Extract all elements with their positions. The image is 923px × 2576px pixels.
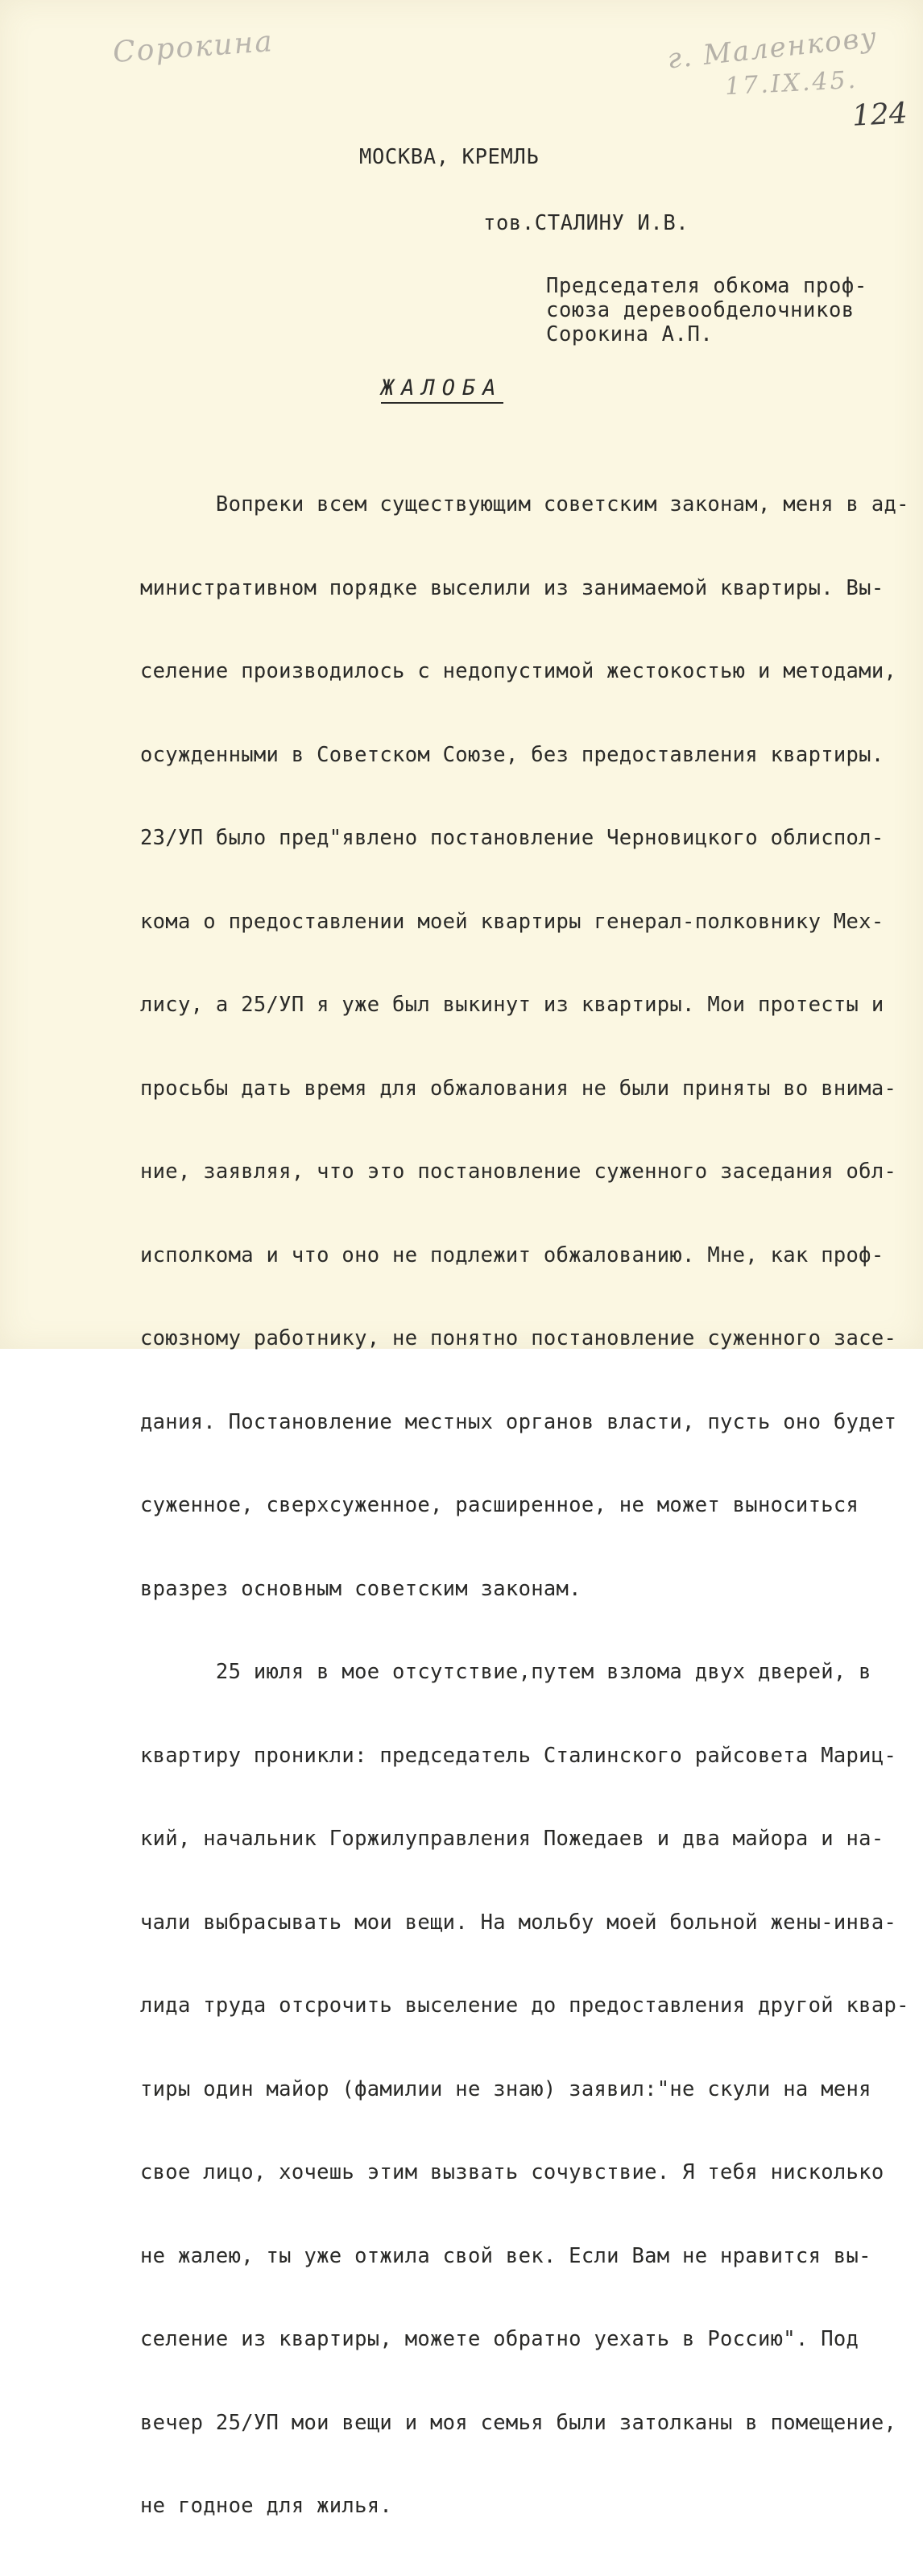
- body-line: Вопреки всем существующим советским законам, меня в ад-: [140, 492, 909, 516]
- document-title: ЖАЛОБА: [381, 375, 503, 404]
- body-line: лису, а 25/УП я уже был выкинут из квартиры. Мои протесты и: [140, 993, 884, 1017]
- body-line: 25 июля в мое отсутствие,путем взлома двух дверей, в: [140, 1660, 871, 1684]
- body-line: вразрез основным советским законам.: [140, 1576, 582, 1601]
- body-line: свое лицо, хочешь этим вызвать сочувствие. Я тебя нисколько: [140, 2160, 884, 2184]
- body-line: тиры один майор (фамилии не знаю) заявил:"не скули на меня: [140, 2076, 871, 2101]
- body-line: министративном порядке выселили из занимаемой квартиры. Вы-: [140, 575, 884, 600]
- handwritten-note-right: г. Маленкову: [665, 21, 880, 76]
- body-line: 23/УП было пред"явлено постановление Черновицкого облиспол-: [140, 826, 884, 850]
- body-line: исполкома и что оно не подлежит обжалованию. Мне, как проф-: [140, 1242, 884, 1267]
- body-line: суженное, сверхсуженное, расширенное, не может выноситься: [140, 1493, 859, 1517]
- body-line: квартиру проникли: председатель Сталинского райсовета Мариц-: [140, 1743, 897, 1768]
- body-line: не годное для жилья.: [140, 2494, 393, 2518]
- sender-line-2: союза деревообделочников: [546, 298, 855, 322]
- handwritten-date: 17.IX.45.: [724, 65, 859, 102]
- body-line: лида труда отсрочить выселение до предоставления другой квар-: [140, 1993, 909, 2018]
- sender-line-1: Председателя обкома проф-: [546, 274, 867, 298]
- handwritten-note-left: Сорокина: [111, 25, 275, 69]
- addressee-line: тов.СТАЛИНУ И.В.: [483, 211, 689, 235]
- body-line: кий, начальник Горжилуправления Пожедаев и два майора и на-: [140, 1827, 884, 1851]
- body-line: ние, заявляя, что это постановление суженного заседания обл-: [140, 1159, 897, 1184]
- body-line: дания. Постановление местных органов власти, пусть оно будет: [140, 1409, 897, 1434]
- page-number: 124: [851, 97, 909, 133]
- body-line: не жалею, ты уже отжила свой век. Если Вам не нравится вы-: [140, 2243, 871, 2268]
- body-line: чали выбрасывать мои вещи. На мольбу моей больной жены-инва-: [140, 1910, 897, 1935]
- body-line: вечер 25/УП мои вещи и моя семья были затолканы в помещение,: [140, 2410, 897, 2435]
- complaint-body: [140, 435, 909, 2576]
- body-line: союзному работнику, не понятно постановление суженного засе-: [140, 1326, 897, 1350]
- body-line: кома о предоставлении моей квартиры генерал-полковнику Мех-: [140, 909, 884, 934]
- body-line: просьбы дать время для обжалования не были приняты во внима-: [140, 1076, 897, 1101]
- sender-line-3: Сорокина А.П.: [546, 322, 714, 346]
- body-line: осужденными в Советском Союзе, без предоставления квартиры.: [140, 742, 884, 767]
- body-line: селение из квартиры, можете обратно уехать в Россию". Под: [140, 2327, 859, 2351]
- body-line: селение производилось с недопустимой жестокостью и методами,: [140, 659, 897, 683]
- address-line: МОСКВА, КРЕМЛЬ: [359, 145, 540, 169]
